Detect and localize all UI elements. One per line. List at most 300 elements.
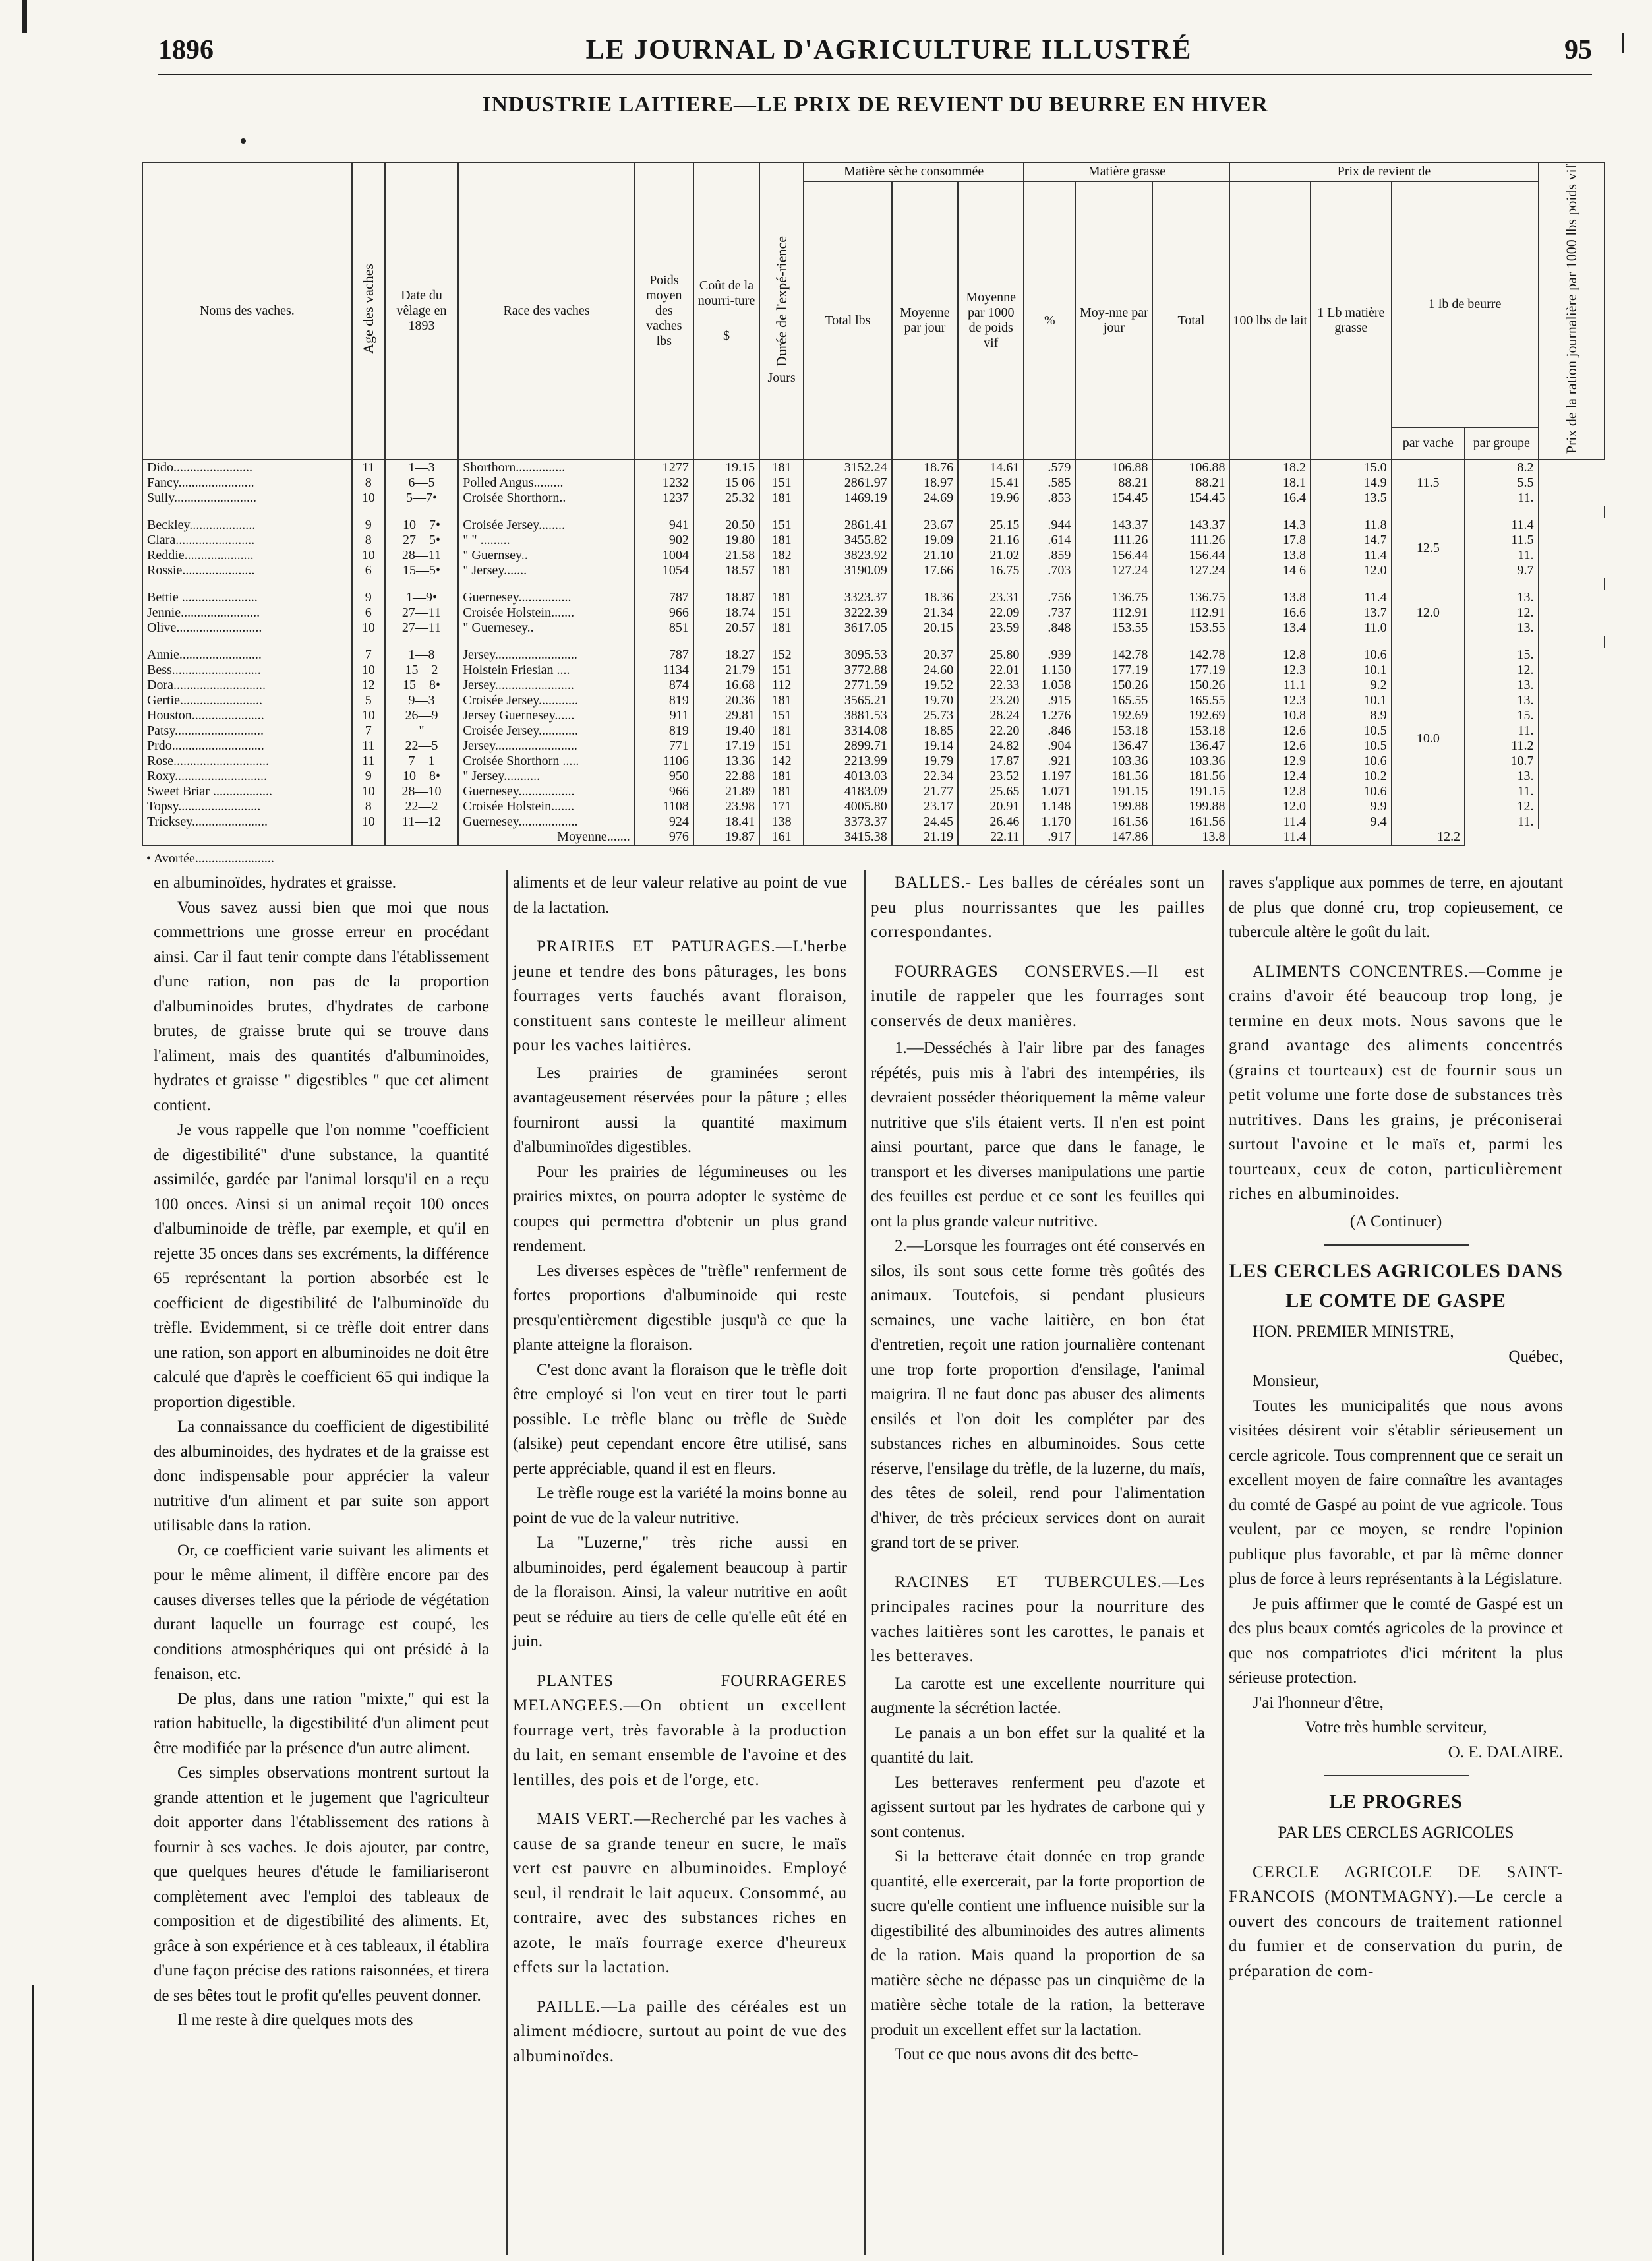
table-cell: 112 (759, 678, 804, 693)
table-cell: .917 (1024, 829, 1075, 845)
group-header-matiere-seche: Matière sèche consommée (804, 162, 1024, 181)
cow-data-table (142, 162, 1605, 866)
table-cell: " Guernsey.. (458, 548, 634, 563)
table-cell: 27—11 (385, 605, 458, 620)
table-cell: 25.73 (892, 708, 958, 723)
table-cell: Jersey......................... (458, 648, 634, 663)
table-cell: 177.19 (1152, 663, 1229, 678)
table-cell: 7—1 (385, 754, 458, 769)
table-cell: 16.75 (958, 563, 1024, 578)
table-cell: 19.40 (693, 723, 759, 739)
table-cell: 3152.24 (804, 460, 892, 475)
table-cell: .915 (1024, 693, 1075, 708)
table-cell: 10.5 (1311, 723, 1392, 739)
table-cell: 4183.09 (804, 784, 892, 799)
table-cell: 19.87 (693, 829, 759, 845)
table-cell: 17.87 (958, 754, 1024, 769)
table-cell: Olive.......................... (142, 620, 352, 636)
table-cell: 151 (759, 605, 804, 620)
table-cell: 18.76 (892, 460, 958, 475)
table-cell: 3617.05 (804, 620, 892, 636)
table-cell: 3823.92 (804, 548, 892, 563)
table-cell: 11. (1465, 491, 1538, 506)
table-cell: 23.59 (958, 620, 1024, 636)
table-cell: 950 (635, 769, 693, 784)
table-cell: 23.17 (892, 799, 958, 814)
table-row (142, 693, 1605, 708)
table-cell: 1.276 (1024, 708, 1075, 723)
table-cell: 153.18 (1075, 723, 1152, 739)
col-header-par-groupe: par groupe (1465, 427, 1538, 460)
table-cell: Roxy............................ (142, 769, 352, 784)
table-cell: Bettie ....................... (142, 590, 352, 605)
table-cell: Guernesey.................. (458, 814, 634, 829)
table-cell: " (385, 723, 458, 739)
table-cell: 22.33 (958, 678, 1024, 693)
table-cell: 161.56 (1152, 814, 1229, 829)
table-cell: Croisée Holstein....... (458, 605, 634, 620)
table-cell: 12.3 (1229, 693, 1311, 708)
scan-edge-mark (32, 1985, 34, 2261)
paragraph: en albuminoïdes, hydrates et graisse. (154, 874, 396, 891)
table-cell: 11. (1465, 784, 1538, 799)
section-heading: RACINES ET TUBERCULES.—Les principales racines pour la nourriture des vaches laitières sont les carottes, le panais et les betteraves. (871, 1573, 1205, 1665)
table-cell: 10 (352, 491, 385, 506)
table-cell: 181.56 (1075, 769, 1152, 784)
table-cell: 941 (635, 518, 693, 533)
table-cell: 25.65 (958, 784, 1024, 799)
table-cell: 3881.53 (804, 708, 892, 723)
table-cell: 976 (635, 829, 693, 845)
table-cell: 7 (352, 723, 385, 739)
aborted-footnote: • Avortée........................ (146, 851, 274, 866)
table-cell: 15.0 (1311, 460, 1392, 475)
table-cell: Croisée Jersey........ (458, 518, 634, 533)
table-row (142, 533, 1605, 548)
table-cell: 10—7• (385, 518, 458, 533)
page-header (158, 30, 1592, 70)
table-cell: 20.36 (693, 693, 759, 708)
col-header-poids: Poids moyen des vaches lbs (635, 162, 693, 460)
table-cell: 3415.38 (804, 829, 892, 845)
article-heading-gaspe: LES CERCLES AGRICOLES DANS LE COMTE DE GASPE (1229, 1260, 1563, 1311)
table-cell: 10 (352, 548, 385, 563)
table-cell: 8.2 (1465, 460, 1538, 475)
group-spacer (142, 506, 1605, 518)
table-row (142, 590, 1605, 605)
table-cell: Houston...................... (142, 708, 352, 723)
table-cell: 171 (759, 799, 804, 814)
table-cell: Tricksey....................... (142, 814, 352, 829)
table-cell: 12. (1465, 799, 1538, 814)
table-cell: 851 (635, 620, 693, 636)
table-cell: 106.88 (1075, 460, 1152, 475)
table-cell: 966 (635, 784, 693, 799)
table-cell: 111.26 (1152, 533, 1229, 548)
table-cell: 3455.82 (804, 533, 892, 548)
table-cell: Croisée Shorthorn ..... (458, 754, 634, 769)
table-cell: 127.24 (1152, 563, 1229, 578)
table-cell: 12.9 (1229, 754, 1311, 769)
table-cell: 22.11 (958, 829, 1024, 845)
table-cell: 28.24 (958, 708, 1024, 723)
letter-address: HON. PREMIER MINISTRE, (1253, 1323, 1454, 1341)
table-cell: 112.91 (1152, 605, 1229, 620)
table-cell: " Jersey....... (458, 563, 634, 578)
table-cell: 12. (1465, 663, 1538, 678)
table-cell: 11 (352, 754, 385, 769)
table-cell: 181.56 (1152, 769, 1229, 784)
table-cell: 13. (1465, 678, 1538, 693)
paragraph: Le trèfle rouge est la variété la moins bonne au point de vue de la valeur nutritive. (513, 1484, 847, 1527)
article-column-3 (864, 870, 1210, 2255)
table-row (142, 475, 1605, 491)
section-heading: MAIS VERT.—Recherché par les vaches à cause de sa grande teneur en sucre, le maïs vert est pauvre en albuminoides. Employé seul, il rendrait le lait aqueux. Consommé, au contraire, avec des substances riches en azote, le maïs fourrage exerce d'heureux effets sur la lactation. (513, 1810, 847, 1976)
table-cell: 181 (759, 723, 804, 739)
table-cell: 3323.37 (804, 590, 892, 605)
table-cell: 22.01 (958, 663, 1024, 678)
table-cell: 12.8 (1229, 648, 1311, 663)
table-cell: 165.55 (1075, 693, 1152, 708)
table-cell: 27—5• (385, 533, 458, 548)
article-heading-progres: LE PROGRES (1329, 1791, 1463, 1813)
table-cell: Guernesey................. (458, 784, 634, 799)
table-cell: Croisée Jersey............ (458, 723, 634, 739)
table-cell: 199.88 (1075, 799, 1152, 814)
table-cell: 11 (352, 739, 385, 754)
table-cell (1311, 829, 1392, 845)
table-cell: 8.9 (1311, 708, 1392, 723)
table-cell: 21.89 (693, 784, 759, 799)
col-header-prix-matiere: 1 Lb matière grasse (1311, 181, 1392, 460)
table-cell: 181 (759, 693, 804, 708)
table-cell: Patsy........................... (142, 723, 352, 739)
table-cell: 9 (352, 590, 385, 605)
table-cell: 199.88 (1152, 799, 1229, 814)
table-row (142, 563, 1605, 578)
table-cell: 23.98 (693, 799, 759, 814)
table-cell: 1.150 (1024, 663, 1075, 678)
table-cell: 4005.80 (804, 799, 892, 814)
table-cell: 156.44 (1152, 548, 1229, 563)
table-cell: Jennie........................ (142, 605, 352, 620)
table-cell: 18.36 (892, 590, 958, 605)
paragraph: La carotte est une excellente nourriture qui augmente la sécrétion lactée. (871, 1674, 1205, 1717)
table-cell: .703 (1024, 563, 1075, 578)
table-cell: 1232 (635, 475, 693, 491)
table-cell: 9—3 (385, 693, 458, 708)
table-cell: Guernesey................ (458, 590, 634, 605)
table-cell: 154.45 (1152, 491, 1229, 506)
table-cell: 182 (759, 548, 804, 563)
paragraph: La connaissance du coefficient de digestibilité des albuminoides, des hydrates et de la graisse est donc indispensable pour apprécier la valeur nutritive d'un aliment et par suite son apport utilisable dans la ration. (154, 1418, 489, 1534)
table-cell: 15—2 (385, 663, 458, 678)
table-cell: 13.8 (1229, 548, 1311, 563)
table-cell: 12.8 (1229, 784, 1311, 799)
table-cell: Annie......................... (142, 648, 352, 663)
table-cell: 14.7 (1311, 533, 1392, 548)
table-cell: 1134 (635, 663, 693, 678)
table-cell: 22.20 (958, 723, 1024, 739)
table-cell: 28—11 (385, 548, 458, 563)
table-row (142, 460, 1605, 475)
table-cell: 10 (352, 784, 385, 799)
table-cell: 22.34 (892, 769, 958, 784)
table-cell: 819 (635, 693, 693, 708)
group-price-cell: 11.5 (1392, 460, 1465, 506)
paragraph: Le panais a un bon effet sur la qualité et la quantité du lait. (871, 1724, 1205, 1766)
table-cell: 1237 (635, 491, 693, 506)
table-cell: 5—7• (385, 491, 458, 506)
table-cell: 111.26 (1075, 533, 1152, 548)
table-row (142, 708, 1605, 723)
table-cell: 16.6 (1229, 605, 1311, 620)
table-cell: 18.85 (892, 723, 958, 739)
section-heading: BALLES.- Les balles de céréales sont un peu plus nourrissantes que les pailles correspondantes. (871, 874, 1205, 941)
col-header-date: Date du vêlage en 1893 (385, 162, 458, 460)
table-cell: 11. (1465, 723, 1538, 739)
table-cell: Dora............................ (142, 678, 352, 693)
table-cell: 20.50 (693, 518, 759, 533)
table-cell: 3373.37 (804, 814, 892, 829)
table-cell: 14 6 (1229, 563, 1311, 578)
footnote-row (142, 845, 1605, 866)
col-header-name: Noms des vaches. (142, 162, 352, 460)
table-cell: 966 (635, 605, 693, 620)
group-price-cell: 10.0 (1392, 648, 1465, 829)
table-cell: 1054 (635, 563, 693, 578)
table-cell: 787 (635, 590, 693, 605)
table-cell: 142.78 (1075, 648, 1152, 663)
table-cell: 22.88 (693, 769, 759, 784)
table-cell: 19.15 (693, 460, 759, 475)
table-cell: .944 (1024, 518, 1075, 533)
table-cell: 13. (1465, 693, 1538, 708)
table-cell: Croisée Jersey............ (458, 693, 634, 708)
table-row (142, 754, 1605, 769)
table-cell: 3565.21 (804, 693, 892, 708)
table-cell: 10.1 (1311, 693, 1392, 708)
paragraph: Je puis affirmer que le comté de Gaspé est un des plus beaux comtés agricoles de la province et que nos compatriotes d'ici méritent la plus sérieuse protection. (1229, 1594, 1563, 1687)
table-cell: 1—3 (385, 460, 458, 475)
table-cell: 3095.53 (804, 648, 892, 663)
table-cell: 10.6 (1311, 648, 1392, 663)
table-cell: 10 (352, 708, 385, 723)
table-cell: 12.4 (1229, 769, 1311, 784)
table-cell: 7 (352, 648, 385, 663)
table-cell: .579 (1024, 460, 1075, 475)
paragraph: De plus, dans une ration "mixte," qui est la ration habituelle, la digestibilité d'un aliment peut être modifiée par la présence d'un autre aliment. (154, 1689, 489, 1757)
table-cell: 88.21 (1152, 475, 1229, 491)
table-cell: 21.34 (892, 605, 958, 620)
table-cell: Jersey......................... (458, 739, 634, 754)
table-cell: 19.14 (892, 739, 958, 754)
section-heading: CERCLE AGRICOLE DE SAINT-FRANCOIS (MONTMAGNY).—Le cercle a ouvert des concours de traitement rationnel du fumier et de conservation du purin, de préparation de com- (1229, 1863, 1563, 1980)
table-cell: 21.77 (892, 784, 958, 799)
col-header-duree: Durée de l'expé-rience Jours (759, 162, 804, 460)
table-cell: 13.5 (1311, 491, 1392, 506)
scan-edge-mark (22, 0, 27, 33)
table-cell: 153.55 (1152, 620, 1229, 636)
table-row (142, 723, 1605, 739)
table-cell: 11.4 (1229, 814, 1311, 829)
table-cell: 14.61 (958, 460, 1024, 475)
table-row (142, 648, 1605, 663)
table-cell: 1.148 (1024, 799, 1075, 814)
table-cell: 15. (1465, 708, 1538, 723)
table-cell: Rossie...................... (142, 563, 352, 578)
table-cell: 151 (759, 518, 804, 533)
table-cell: 15.41 (958, 475, 1024, 491)
section-heading: ALIMENTS CONCENTRES.—Comme je crains d'avoir été beaucoup trop long, je termine en deux mots. Nous savons que le grand avantage des aliments concentrés (grains et tourteaux) est de fournir sous un petit volume une forte dose de substances très nutritives. Dans les grains, je préconiserai surtout l'avoine et le maïs et, parmi les tourteaux, ceux de coton, particulièrement riches en albuminoides. (1229, 962, 1563, 1203)
section-heading: PAILLE.—La paille des céréales est un aliment médiocre, surtout au point de vue des albuminoïdes. (513, 1997, 847, 2065)
table-cell: 6 (352, 605, 385, 620)
table-cell: 142 (759, 754, 804, 769)
table-cell: 1108 (635, 799, 693, 814)
table-cell: 17.19 (693, 739, 759, 754)
table-cell: 1004 (635, 548, 693, 563)
table-cell: 10.7 (1465, 754, 1538, 769)
table-cell: 6—5 (385, 475, 458, 491)
table-cell: 24.69 (892, 491, 958, 506)
table-cell: 11. (1465, 548, 1538, 563)
table-cell: 151 (759, 739, 804, 754)
table-cell: 11.4 (1465, 518, 1538, 533)
table-cell: 14.9 (1311, 475, 1392, 491)
table-cell: 13. (1465, 620, 1538, 636)
table-cell: 902 (635, 533, 693, 548)
table-cell: 161.56 (1075, 814, 1152, 829)
table-cell: 11.2 (1465, 739, 1538, 754)
header-year: 1896 (158, 35, 214, 65)
table-cell: Fancy....................... (142, 475, 352, 491)
table-cell: 143.37 (1152, 518, 1229, 533)
table-cell: 181 (759, 460, 804, 475)
to-be-continued: (A Continuer) (1349, 1212, 1442, 1230)
table-cell: 819 (635, 723, 693, 739)
paragraph: Tout ce que nous avons dit des bette- (895, 2045, 1138, 2063)
col-header-mg-pct: % (1024, 181, 1075, 460)
table-cell: 22—2 (385, 799, 458, 814)
table-cell: Rose............................. (142, 754, 352, 769)
table-cell: 9.2 (1311, 678, 1392, 693)
table-cell: .939 (1024, 648, 1075, 663)
table-cell: .756 (1024, 590, 1075, 605)
table-cell: 11.8 (1311, 518, 1392, 533)
table-cell: 23.67 (892, 518, 958, 533)
table-cell: 12.0 (1229, 799, 1311, 814)
paragraph: La "Luzerne," très riche aussi en albuminoides, perd également beaucoup à partir de la floraison. Ainsi, la valeur nutritive en août peut se réduire au tiers de celle qu'elle eût été en juin. (513, 1534, 847, 1650)
table-cell: 2861.97 (804, 475, 892, 491)
table-cell: 5.5 (1465, 475, 1538, 491)
table-cell: .853 (1024, 491, 1075, 506)
group-spacer (142, 636, 1605, 648)
table-row (142, 605, 1605, 620)
table-cell: 20.15 (892, 620, 958, 636)
table-cell: 22.09 (958, 605, 1024, 620)
table-cell: 15. (1465, 648, 1538, 663)
group-spacer (142, 578, 1605, 590)
table-cell: 112.91 (1075, 605, 1152, 620)
table-cell: 21.02 (958, 548, 1024, 563)
table-cell: 18.74 (693, 605, 759, 620)
table-cell: Gertie......................... (142, 693, 352, 708)
table-cell: 11 (352, 460, 385, 475)
table-cell: 181 (759, 563, 804, 578)
col-header-ration: Prix de la ration journalière par 1000 lbs poids vif (1539, 162, 1605, 460)
table-cell: 103.36 (1152, 754, 1229, 769)
table-cell: 9 (352, 769, 385, 784)
paragraph: 1.—Desséchés à l'air libre par des fanages répétés, puis mis à l'abri des intempéries, ils devraient posséder théoriquement la même valeur nutritive que s'ils étaient verts. Il n'en est point ainsi pourtant, parce que dans le fanage, le transport et les diverses manipulations une partie des feuilles est perdue et ce sont les feuilles qui ont la plus grande valeur nutritive. (871, 1039, 1205, 1230)
table-cell: 3190.09 (804, 563, 892, 578)
table-cell: .737 (1024, 605, 1075, 620)
table-cell: 19.52 (892, 678, 958, 693)
average-row (142, 829, 1605, 845)
group-header-matiere-grasse: Matière grasse (1024, 162, 1229, 181)
table-cell: 12 (352, 678, 385, 693)
table-cell: 13. (1465, 590, 1538, 605)
scan-edge-mark (1622, 33, 1624, 53)
table-cell: 9.9 (1311, 799, 1392, 814)
paragraph: Il me reste à dire quelques mots des (177, 2011, 413, 2029)
table-cell: 136.47 (1075, 739, 1152, 754)
table-cell: .846 (1024, 723, 1075, 739)
table-cell: 19.09 (892, 533, 958, 548)
table-cell: 1—9• (385, 590, 458, 605)
table-cell: 1.197 (1024, 769, 1075, 784)
table-cell: 9.4 (1311, 814, 1392, 829)
table-cell: .848 (1024, 620, 1075, 636)
table-cell: 191.15 (1152, 784, 1229, 799)
table-cell: 10—8• (385, 769, 458, 784)
col-header-race: Race des vaches (458, 162, 634, 460)
table-cell: 11.5 (1465, 533, 1538, 548)
table-cell: 1106 (635, 754, 693, 769)
table-cell: 153.55 (1075, 620, 1152, 636)
table-cell: 150.26 (1075, 678, 1152, 693)
table-row (142, 620, 1605, 636)
table-cell: 27—11 (385, 620, 458, 636)
table-cell: 106.88 (1152, 460, 1229, 475)
table-cell: 2899.71 (804, 739, 892, 754)
table-cell: 13.8 (1152, 829, 1229, 845)
table-cell: Jersey Guernesey...... (458, 708, 634, 723)
table-cell: 1.170 (1024, 814, 1075, 829)
table-cell: 21.79 (693, 663, 759, 678)
table-cell: 12.3 (1229, 663, 1311, 678)
table-cell: 771 (635, 739, 693, 754)
table-cell: 15—8• (385, 678, 458, 693)
table-cell: 181 (759, 590, 804, 605)
table-cell: 13.7 (1311, 605, 1392, 620)
table-row (142, 799, 1605, 814)
table-cell: 1—8 (385, 648, 458, 663)
table-cell: 1469.19 (804, 491, 892, 506)
table-cell: 127.24 (1075, 563, 1152, 578)
group-price-cell: 12.5 (1392, 518, 1465, 578)
table-cell: 150.26 (1152, 678, 1229, 693)
table-cell: 8 (352, 475, 385, 491)
table-cell: 17.8 (1229, 533, 1311, 548)
table-cell: 11. (1465, 814, 1538, 829)
table-cell: 11.4 (1229, 829, 1311, 845)
table-cell: 24.82 (958, 739, 1024, 754)
table-cell: " Jersey........... (458, 769, 634, 784)
table-cell: 787 (635, 648, 693, 663)
table-cell: 153.18 (1152, 723, 1229, 739)
table-cell: 177.19 (1075, 663, 1152, 678)
table-cell: 2213.99 (804, 754, 892, 769)
